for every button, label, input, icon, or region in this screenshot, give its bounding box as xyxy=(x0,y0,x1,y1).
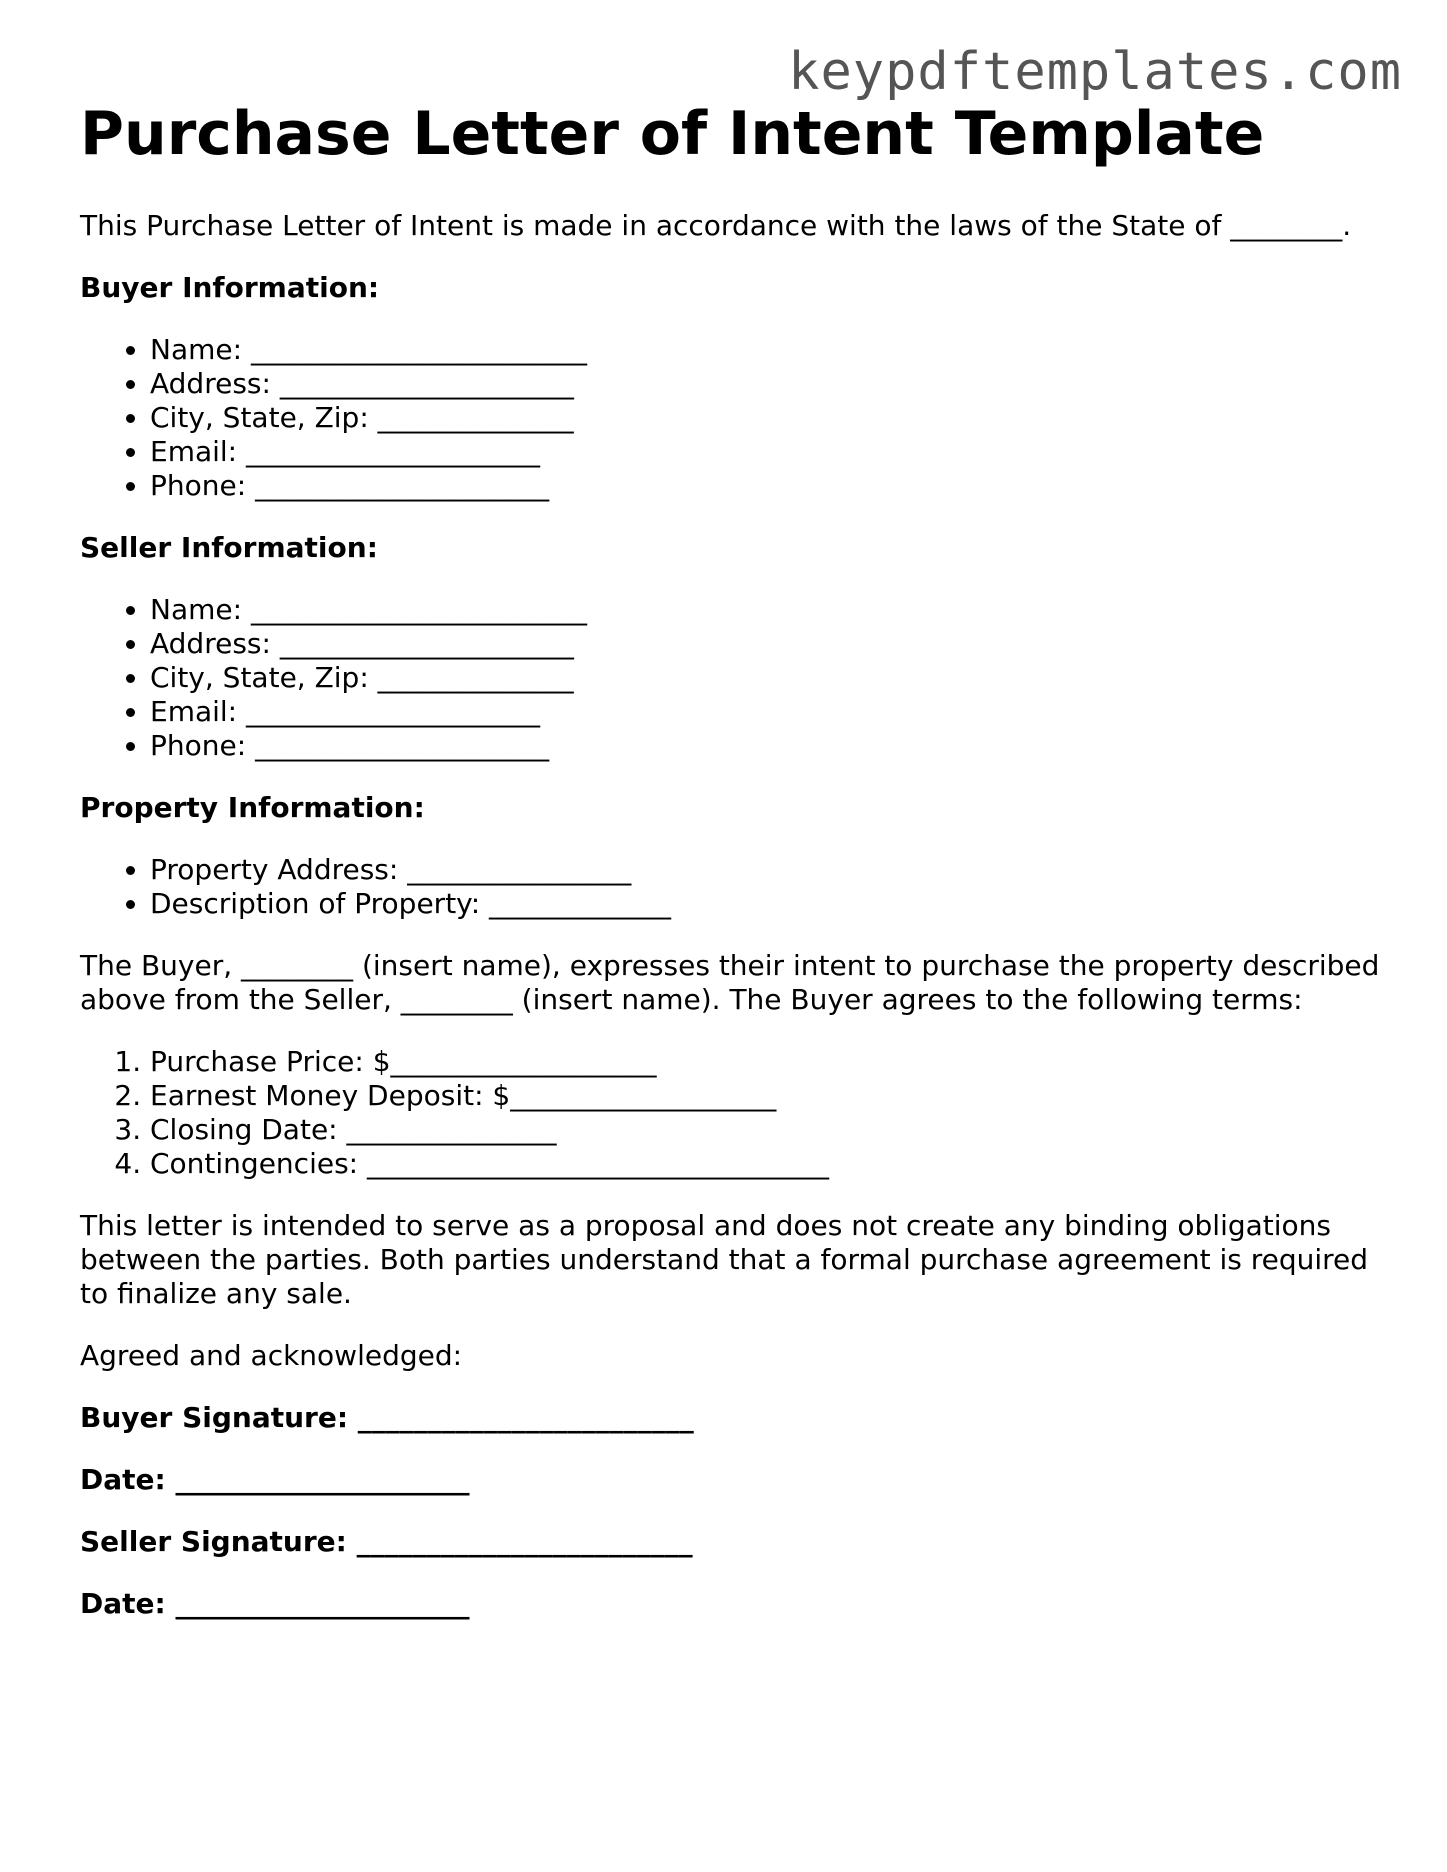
seller-heading: Seller Information: xyxy=(80,531,378,564)
watermark: keypdftemplates.com xyxy=(788,42,1402,102)
buyer-fields-list xyxy=(80,333,1380,503)
property-address-field: • Property Address: ________________ xyxy=(150,853,1380,887)
seller-date-line: Date: _____________________ xyxy=(80,1587,470,1620)
disclaimer-paragraph: This letter is intended to serve as a proposal and does not create any binding obligations between the parties. Both parties understand that a formal purchase agreement is required to finalize any sale. xyxy=(80,1209,1369,1310)
seller-address-field: • Address: _____________________ xyxy=(150,627,1380,661)
document-page xyxy=(80,100,1380,1621)
contingencies-term: 4. Contingencies: _________________________________ xyxy=(150,1147,1380,1181)
buyer-heading: Buyer Information: xyxy=(80,271,380,304)
buyer-email-field: • Email: _____________________ xyxy=(150,435,1380,469)
seller-email-field: • Email: _____________________ xyxy=(150,695,1380,729)
terms-list xyxy=(80,1045,1380,1181)
earnest-money-term: 2. Earnest Money Deposit: $___________________ xyxy=(150,1079,1380,1113)
seller-city-state-zip-field: • City, State, Zip: ______________ xyxy=(150,661,1380,695)
buyer-phone-field: • Phone: _____________________ xyxy=(150,469,1380,503)
property-heading: Property Information: xyxy=(80,791,425,824)
buyer-city-state-zip-field: • City, State, Zip: ______________ xyxy=(150,401,1380,435)
document-title: Purchase Letter of Intent Template xyxy=(80,99,1265,169)
buyer-address-field: • Address: _____________________ xyxy=(150,367,1380,401)
property-description-field: • Description of Property: _____________ xyxy=(150,887,1380,921)
closing-date-term: 3. Closing Date: _______________ xyxy=(150,1113,1380,1147)
agreed-line: Agreed and acknowledged: xyxy=(80,1339,463,1372)
intro-paragraph: This Purchase Letter of Intent is made in accordance with the laws of the State of ________. xyxy=(80,209,1352,242)
seller-phone-field: • Phone: _____________________ xyxy=(150,729,1380,763)
seller-fields-list xyxy=(80,593,1380,763)
purchase-price-term: 1. Purchase Price: $___________________ xyxy=(150,1045,1380,1079)
seller-signature-line: Seller Signature: ________________________ xyxy=(80,1525,693,1558)
buyer-name-field: • Name: ________________________ xyxy=(150,333,1380,367)
buyer-signature-line: Buyer Signature: ________________________ xyxy=(80,1401,694,1434)
seller-name-field: • Name: ________________________ xyxy=(150,593,1380,627)
property-fields-list xyxy=(80,853,1380,921)
intent-paragraph: The Buyer, ________ (insert name), expresses their intent to purchase the property described above from the Seller, ________ (insert name). The Buyer agrees to the following terms: xyxy=(80,949,1380,1016)
buyer-date-line: Date: _____________________ xyxy=(80,1463,470,1496)
